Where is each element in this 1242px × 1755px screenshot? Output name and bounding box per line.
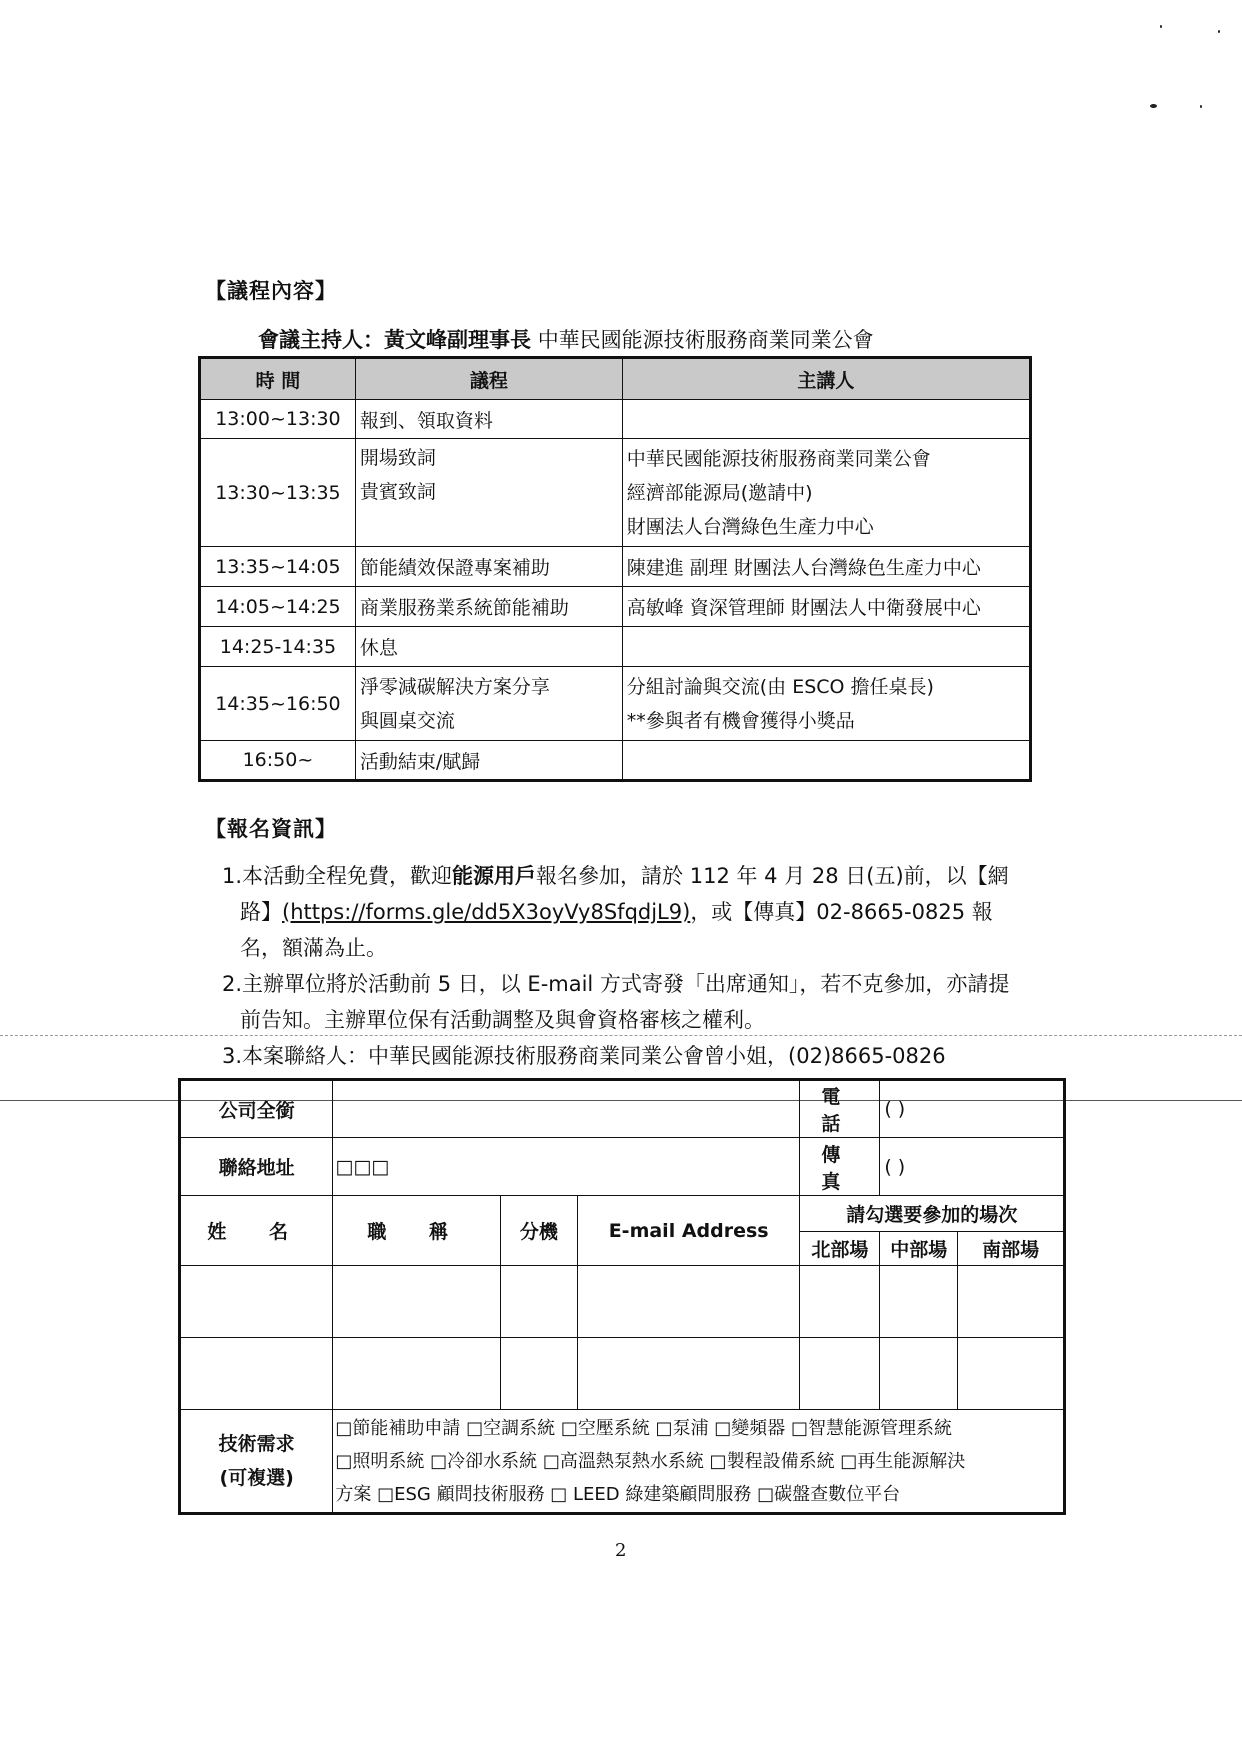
form-row-address xyxy=(180,1138,1065,1196)
scan-speck xyxy=(1200,105,1202,108)
page-number: 2 xyxy=(615,1540,627,1561)
agenda-time: 14:05~14:25 xyxy=(200,587,356,627)
registration-form-link[interactable]: (https://forms.gle/dd5X3oyVy8SfqdjL9) xyxy=(282,900,691,924)
session-north: 北部場 xyxy=(800,1232,880,1266)
attendee-title-cell[interactable] xyxy=(333,1338,501,1410)
name-header: 姓 名 xyxy=(180,1196,333,1266)
reg-item-1-line2 xyxy=(222,894,1052,930)
form-row-company xyxy=(180,1080,1065,1138)
attendee-email-cell[interactable] xyxy=(577,1338,800,1410)
agenda-row xyxy=(200,741,1031,781)
attendee-row xyxy=(180,1266,1065,1338)
agenda-speaker xyxy=(622,741,1030,781)
session-south: 南部場 xyxy=(958,1232,1065,1266)
agenda-time: 14:35~16:50 xyxy=(200,667,356,741)
attendee-title-cell[interactable] xyxy=(333,1266,501,1338)
attendee-row xyxy=(180,1338,1065,1410)
reg-item-1-line1 xyxy=(222,858,1052,894)
agenda-item: 活動結束/賦歸 xyxy=(355,741,622,781)
email-header: E-mail Address xyxy=(577,1196,800,1266)
attendee-south-cell[interactable] xyxy=(958,1338,1065,1410)
tech-needs-label xyxy=(180,1410,333,1514)
host-org: 中華民國能源技術服務商業同業公會 xyxy=(537,328,874,352)
registration-form xyxy=(178,1078,1066,1515)
agenda-row xyxy=(200,667,1031,741)
agenda-time: 13:30~13:35 xyxy=(200,439,356,547)
agenda-item: 商業服務業系統節能補助 xyxy=(355,587,622,627)
reg-text: ，或【傳真】02-8665-0825 報 xyxy=(690,900,993,924)
reg-item-2-line2: 前告知。主辦單位保有活動調整及與會資格審核之權利。 xyxy=(240,1008,765,1032)
agenda-row xyxy=(200,439,1031,547)
tech-needs-options[interactable] xyxy=(333,1410,1065,1514)
agenda-speaker-line: **參與者有機會獲得小獎品 xyxy=(626,709,855,732)
agenda-speaker-line: 中華民國能源技術服務商業同業公會 xyxy=(626,447,931,470)
reg-item-3: 3.本案聯絡人：中華民國能源技術服務商業同業公會曾小姐，(02)8665-0826 xyxy=(222,1044,946,1068)
fax-field[interactable]: ( ) xyxy=(880,1138,1065,1196)
attendee-ext-cell[interactable] xyxy=(501,1266,578,1338)
attendee-central-cell[interactable] xyxy=(880,1266,958,1338)
agenda-item-line: 淨零減碳解決方案分享 xyxy=(359,675,550,698)
agenda-item: 報到、領取資料 xyxy=(355,400,622,439)
agenda-speaker xyxy=(622,439,1030,547)
agenda-time: 14:25-14:35 xyxy=(200,627,356,667)
agenda-time: 13:00~13:30 xyxy=(200,400,356,439)
agenda-speaker: 高敏峰 資深管理師 財團法人中衛發展中心 xyxy=(622,587,1030,627)
header-agenda: 議程 xyxy=(355,358,622,400)
job-title-header: 職 稱 xyxy=(333,1196,501,1266)
tech-needs-label-line2: (可複選) xyxy=(219,1467,294,1489)
host-name: 黃文峰副理事長 xyxy=(384,328,531,352)
agenda-speaker xyxy=(622,667,1030,741)
meeting-host xyxy=(258,324,874,354)
fold-line xyxy=(0,1035,1242,1036)
attendee-name-cell[interactable] xyxy=(180,1338,333,1410)
company-field[interactable] xyxy=(333,1080,800,1138)
agenda-speaker-line: 分組討論與交流(由 ESCO 擔任桌長) xyxy=(626,675,934,698)
scan-speck xyxy=(1218,30,1220,33)
extension-header: 分機 xyxy=(501,1196,578,1266)
agenda-item: 休息 xyxy=(355,627,622,667)
tech-options-line1[interactable]: □節能補助申請 □空調系統 □空壓系統 □泵浦 □變頻器 □智慧能源管理系統 xyxy=(335,1417,953,1439)
fax-label: 傳 真 xyxy=(800,1138,880,1196)
agenda-speaker xyxy=(622,627,1030,667)
company-label: 公司全銜 xyxy=(180,1080,333,1138)
header-time: 時 間 xyxy=(200,358,356,400)
agenda-item xyxy=(355,667,622,741)
attendee-ext-cell[interactable] xyxy=(501,1338,578,1410)
agenda-speaker-line: 經濟部能源局(邀請中) xyxy=(626,481,813,504)
host-label: 會議主持人： xyxy=(258,328,384,352)
agenda-time: 16:50~ xyxy=(200,741,356,781)
reg-text: 報名參加，請於 112 年 4 月 28 日(五)前，以【網 xyxy=(536,864,1009,888)
agenda-section-title: 【議程內容】 xyxy=(205,279,337,303)
attendee-central-cell[interactable] xyxy=(880,1338,958,1410)
tech-options-line3[interactable]: 方案 □ESG 顧問技術服務 □ LEED 綠建築顧問服務 □碳盤查數位平台 xyxy=(335,1483,901,1505)
attendee-name-cell[interactable] xyxy=(180,1266,333,1338)
phone-field[interactable]: ( ) xyxy=(880,1080,1065,1138)
reg-text: 路】 xyxy=(240,900,282,924)
agenda-item-line: 貴賓致詞 xyxy=(359,481,436,503)
agenda-speaker: 陳建進 副理 財團法人台灣綠色生產力中心 xyxy=(622,547,1030,587)
header-speaker: 主講人 xyxy=(622,358,1030,400)
tech-needs-label-line1: 技術需求 xyxy=(218,1433,295,1455)
agenda-speaker xyxy=(622,400,1030,439)
attendee-email-cell[interactable] xyxy=(577,1266,800,1338)
session-central: 中部場 xyxy=(880,1232,958,1266)
tech-options-line2[interactable]: □照明系統 □冷卻水系統 □高溫熱泵熱水系統 □製程設備系統 □再生能源解決 xyxy=(335,1450,966,1472)
agenda-speaker-line: 財團法人台灣綠色生產力中心 xyxy=(626,515,874,538)
scan-speck xyxy=(1160,25,1162,28)
phone-label: 電 話 xyxy=(800,1080,880,1138)
reg-item-2-line1: 2.主辦單位將於活動前 5 日，以 E-mail 方式寄發「出席通知」，若不克參加，亦請提 xyxy=(222,972,1010,996)
address-field[interactable]: □□□ xyxy=(333,1138,800,1196)
attendee-north-cell[interactable] xyxy=(800,1338,880,1410)
agenda-item-line: 開場致詞 xyxy=(359,447,436,469)
attendee-south-cell[interactable] xyxy=(958,1266,1065,1338)
agenda-row xyxy=(200,400,1031,439)
form-header-row xyxy=(180,1196,1065,1232)
agenda-item-line: 與圓桌交流 xyxy=(359,709,455,732)
agenda-row xyxy=(200,547,1031,587)
agenda-time: 13:35~14:05 xyxy=(200,547,356,587)
agenda-row xyxy=(200,587,1031,627)
reg-bold-text: 能源用戶 xyxy=(452,864,537,888)
agenda-item xyxy=(355,439,622,547)
registration-section-title: 【報名資訊】 xyxy=(205,817,337,841)
agenda-header-row xyxy=(200,358,1031,400)
attendee-north-cell[interactable] xyxy=(800,1266,880,1338)
scan-speck xyxy=(1150,104,1157,108)
address-label: 聯絡地址 xyxy=(180,1138,333,1196)
agenda-table xyxy=(198,356,1032,782)
reg-item-1-line3: 名，額滿為止。 xyxy=(240,936,387,960)
agenda-item: 節能績效保證專案補助 xyxy=(355,547,622,587)
session-header: 請勾選要參加的場次 xyxy=(800,1196,1065,1232)
reg-text: 1.本活動全程免費，歡迎 xyxy=(222,864,453,888)
tech-needs-row xyxy=(180,1410,1065,1514)
registration-info xyxy=(222,858,1052,1074)
agenda-row xyxy=(200,627,1031,667)
